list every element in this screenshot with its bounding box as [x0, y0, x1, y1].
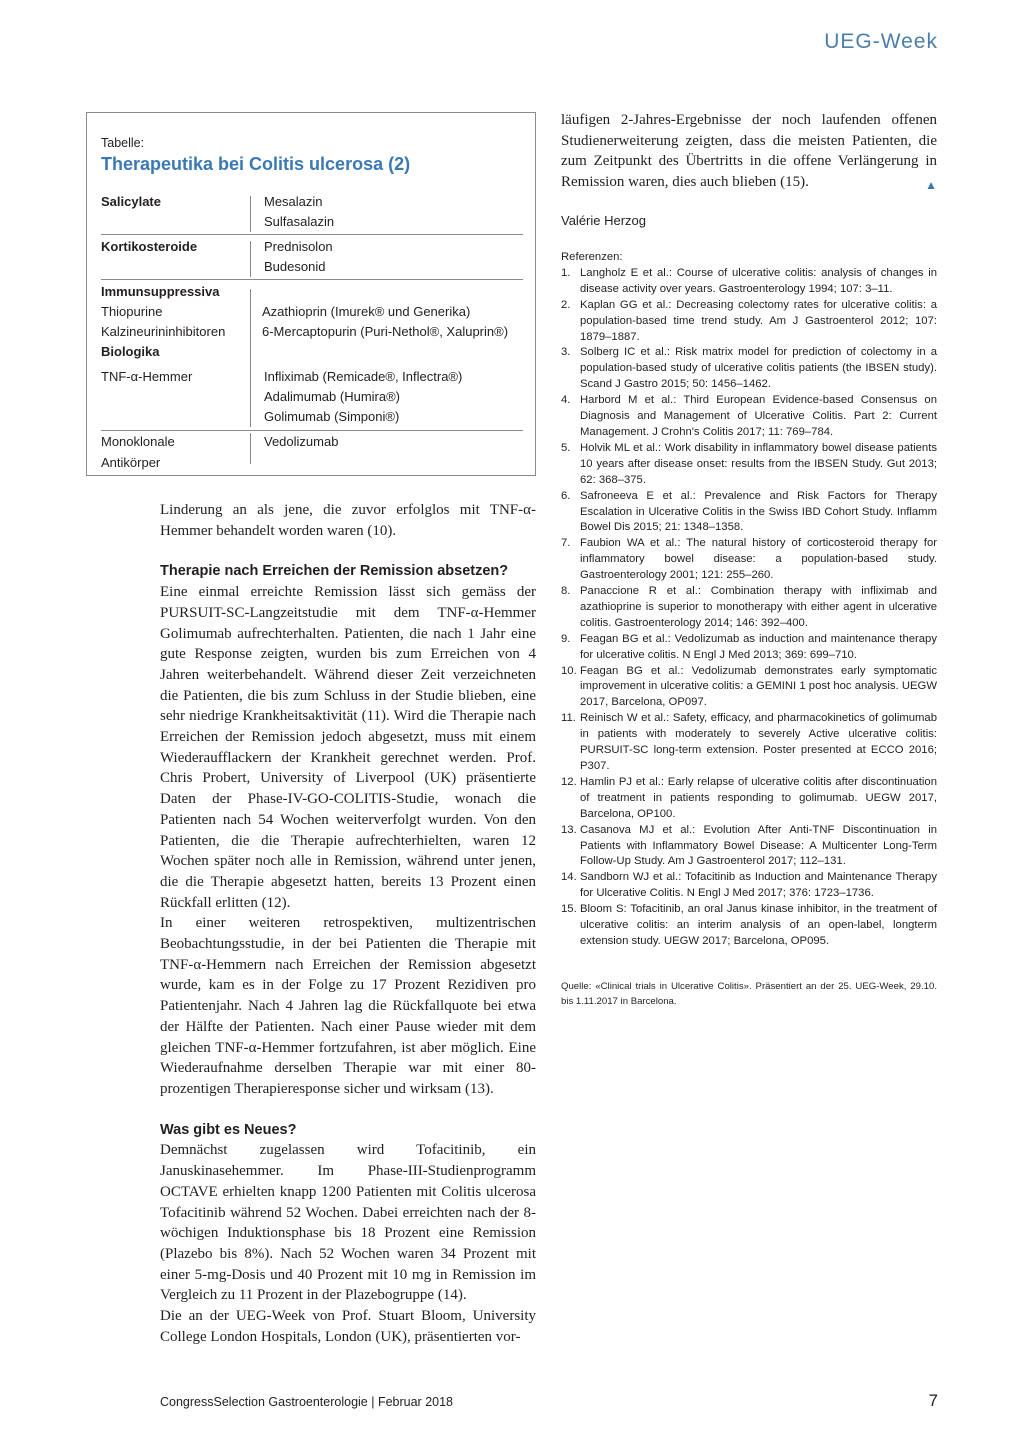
reference-number: 11. — [561, 712, 576, 725]
reference-number: 9. — [561, 632, 571, 645]
table-heading-kortikosteroide: Kortikosteroide — [101, 239, 198, 254]
end-of-article-icon: ▲ — [925, 177, 937, 192]
table-cell: Prednisolon — [264, 239, 333, 254]
reference-text: Panaccione R et al.: Combination therapy with infliximab and azathioprine is superior to monotherapy with either agent in ulcerative colitis. Gastroenterology 2014; 146: 392–400. — [580, 585, 937, 629]
paragraph: Demnächst zugelassen wird Tofacitinib, ein Januskinasehemmer. Im Phase-III-Studienprogramm OCTAVE erhielten knapp 1200 Patienten mit Colitis ulcerosa Tofacitinib während 52 Wochen. Dabei erreichten nach der 8-wöchigen Induktionsphase bis 18 Prozent eine Remission (Plazebo bis 8%). Nach 52 Wochen waren 34 Prozent mit einer 5-mg-Dosis und 40 Prozent mit 10 mg in Remission im Vergleich zu 11 Prozent in der Plazebogruppe (14). — [160, 1142, 536, 1304]
table-cell: Infliximab (Remicade®, Inflectra®) — [264, 369, 463, 384]
table-cell: Adalimumab (Humira®) — [264, 389, 400, 404]
reference-item — [561, 345, 937, 393]
table-divider — [101, 279, 523, 280]
reference-item — [561, 664, 937, 712]
table-divider — [250, 241, 251, 277]
table-divider — [101, 430, 523, 431]
running-header: UEG-Week — [824, 30, 938, 53]
reference-list — [561, 266, 937, 950]
table-cell: Vedolizumab — [264, 434, 339, 449]
reference-item — [561, 489, 937, 537]
table-cell: Antikörper — [101, 455, 161, 470]
reference-text: Holvik ML et al.: Work disability in inflammatory bowel disease patients 10 years after disease onset: results from the IBSEN Study. Gut 2013; 62: 368–375. — [580, 441, 937, 486]
table-cell: Golimumab (Simponi®) — [264, 409, 400, 424]
author-name: Valérie Herzog — [561, 213, 647, 228]
reference-text: Safroneeva E et al.: Prevalence and Risk Factors for Therapy Escalation in Ulcerative Colitis in the Swiss IBD Cohort Study. Inflamm Bowel Dis 2015; 21: 1348–1358. — [580, 489, 937, 534]
reference-text: Reinisch W et al.: Safety, efficacy, and pharmacokinetics of golimumab in patients with moderately to severely Active ulcerative colitis: PURSUIT-SC long-term extension. Poster presented at ECCO 2016; P307. — [580, 712, 937, 772]
reference-number: 12. — [561, 775, 577, 788]
reference-item — [561, 266, 937, 298]
reference-text: Langholz E et al.: Course of ulcerative colitis: analysis of changes in disease activity over years. Gastroenterology 1994; 107: 3–11. — [580, 266, 937, 295]
table-cell: Thiopurine — [101, 304, 163, 319]
paragraph: läufigen 2-Jahres-Ergebnisse der noch laufenden offenen Studienerweiterung zeigten, dass die meisten Patienten, die zum Zeitpunkt des Übertritts in die offene Verlängerung in Remission waren, dies auch blieben (15). — [561, 112, 937, 190]
reference-number: 8. — [561, 585, 571, 598]
paragraph: Die an der UEG-Week von Prof. Stuart Bloom, University College London Hospitals, London (UK), präsentierten vor- — [160, 1308, 536, 1345]
reference-item — [561, 441, 937, 489]
reference-item — [561, 584, 937, 632]
table-heading-salicylate: Salicylate — [101, 194, 161, 209]
reference-number: 3. — [561, 346, 571, 359]
paragraph: Eine einmal erreichte Remission lässt sich gemäss der PURSUIT-SC-Langzeitstudie mit dem TNF-α-Hemmer Golimumab aufrechterhalten. Patienten, die nach 1 Jahr eine gute Response zeigten, wurden bis zum Erreichen von 4 Jahren weiterbehandelt. Während dieser Zeit verzeichneten die Patienten, die bis zum Schluss in der Studie blieben, eine sehr niedrige Krankheitsaktivität (11). Wird die Therapie nach Erreichen der Remission jedoch abgesetzt, muss mit einem Wiederaufflackern der Krankheit gerechnet werden. Prof. Chris Probert, University of Liverpool (UK) präsentierte Daten der Phase-IV-GO-COLITIS-Studie, wonach die Patienten nach 54 Wochen weiterverfolgt wurden. Von den Patienten, die die Therapie aufrechterhielten, waren 12 Wochen später noch alle in Remission, während unter jenen, die die Therapie abgesetzt hatten, bereits 13 Prozent einen Rückfall erlitten (12). — [160, 584, 536, 911]
paragraph: Linderung an als jene, die zuvor erfolglos mit TNF-α-Hemmer behandelt worden waren (10). — [160, 502, 536, 539]
table-cell: Kalzineurininhibitoren — [101, 324, 226, 339]
reference-item — [561, 823, 937, 871]
reference-number: 5. — [561, 441, 571, 454]
reference-item — [561, 870, 937, 902]
table-cell: TNF-α-Hemmer — [101, 369, 193, 384]
section-heading: Therapie nach Erreichen der Remission absetzen? — [160, 563, 509, 580]
reference-number: 4. — [561, 394, 571, 407]
footer-publication: CongressSelection Gastroenterologie | Februar 2018 — [160, 1395, 453, 1409]
reference-number: 13. — [561, 823, 577, 836]
reference-text: Hamlin PJ et al.: Early relapse of ulcerative colitis after discontinuation of treatment in patients responding to golimumab. UEGW 2017, Barcelona, OP100. — [580, 775, 937, 820]
page-number: 7 — [928, 1391, 938, 1410]
table-heading-immunsuppressiva: Immunsuppressiva — [101, 284, 220, 299]
reference-number: 6. — [561, 489, 571, 502]
section-heading: Was gibt es Neues? — [160, 1121, 297, 1138]
table-cell: Budesonid — [264, 259, 326, 274]
table-cell: Azathioprin (Imurek® und Generika) — [262, 304, 471, 319]
table-title: Therapeutika bei Colitis ulcerosa (2) — [101, 154, 411, 174]
table-divider — [101, 234, 523, 235]
reference-number: 10. — [561, 664, 577, 677]
reference-item — [561, 632, 937, 664]
reference-item — [561, 775, 937, 823]
reference-text: Faubion WA et al.: The natural history of corticosteroid therapy for inflammatory bowel disease: a population-based study. Gastroenterology 2001; 121: 255–260. — [580, 537, 937, 582]
reference-number: 14. — [561, 871, 577, 884]
reference-item — [561, 902, 937, 950]
reference-item — [561, 298, 937, 346]
table-divider — [250, 196, 251, 232]
references-heading: Referenzen: — [561, 251, 623, 263]
table-heading-biologika: Biologika — [101, 344, 160, 359]
table-divider — [250, 433, 251, 464]
therapeutika-table — [86, 112, 536, 476]
table-label: Tabelle: — [101, 136, 145, 150]
paragraph: In einer weiteren retrospektiven, multizentrischen Beobachtungsstudie, in der bei Patienten die Therapie mit TNF-α-Hemmern nach Erreichen der Remission abgesetzt wurde, kam es in der Folge zu 17 Prozent Rezidiven pro Patientenjahr. Nach 4 Jahren lag die Rückfallquote bei etwa der Hälfte der Patienten. Nach einer Pause wieder mit dem gleichen TNF-α-Hemmer fortzufahren, ist aber möglich. Eine Wiederaufnahme derselben Therapie war mit einer 80-prozentigen Therapieresponse sicher und wirksam (13). — [160, 915, 536, 1097]
reference-text: Bloom S: Tofacitinib, an oral Janus kinase inhibitor, in the treatment of ulcerative colitis: an interim analysis of an open-label, longterm extension study. UEGW 2017; Barcelona, OP095. — [580, 903, 937, 947]
left-column — [160, 500, 536, 1347]
reference-text: Feagan BG et al.: Vedolizumab as induction and maintenance therapy for ulcerative colitis. N Engl J Med 2013; 369: 699–710. — [580, 632, 937, 661]
source-note: Quelle: «Clinical trials in Ulcerative Colitis». Präsentiert an der 25. UEG-Week, 29.10. bis 1.11.2017 in Barcelona. — [561, 981, 937, 1007]
table-cell: 6-Mercaptopurin (Puri-Nethol®, Xaluprin®) — [262, 324, 509, 339]
table-cell: Mesalazin — [264, 194, 323, 209]
reference-number: 2. — [561, 298, 571, 311]
reference-number: 1. — [561, 266, 571, 279]
reference-text: Sandborn WJ et al.: Tofacitinib as Induction and Maintenance Therapy for Ulcerative Colitis. N Engl J Med 2017; 376: 1723–1736. — [580, 871, 937, 900]
reference-text: Solberg IC et al.: Risk matrix model for prediction of colectomy in a population-based study of ulcerative colitis patients (the IBSEN study). Scand J Gastro 2015; 50: 1456–1462. — [580, 346, 937, 391]
right-column-text — [561, 110, 937, 195]
reference-text: Feagan BG et al.: Vedolizumab demonstrates early symptomatic improvement in ulcerative colitis: a GEMINI 1 post hoc analysis. UEGW 2017, Barcelona, OP097. — [580, 664, 937, 709]
table-cell: Sulfasalazin — [264, 214, 335, 229]
references — [561, 250, 937, 950]
table-cell: Monoklonale — [101, 434, 175, 449]
reference-item — [561, 393, 937, 441]
reference-item — [561, 536, 937, 584]
reference-text: Kaplan GG et al.: Decreasing colectomy rates for ulcerative colitis: a population-based time trend study. Am J Gastroenterol 2012; 107: 1879–1887. — [580, 298, 937, 343]
reference-text: Harbord M et al.: Third European Evidence-based Consensus on Diagnosis and Management of Ulcerative Colitis. Part 2: Current Management. J Crohn's Colitis 2017; 11: 769–784. — [580, 394, 937, 438]
table-divider — [250, 289, 251, 427]
reference-number: 7. — [561, 537, 571, 550]
reference-text: Casanova MJ et al.: Evolution After Anti-TNF Discontinuation in Patients with Inflammatory Bowel Disease: A Multicenter Long-Term Follow-Up Study. Am J Gastroenterol 2017; 112–131. — [580, 823, 937, 868]
reference-number: 15. — [561, 903, 577, 916]
reference-item — [561, 711, 937, 775]
